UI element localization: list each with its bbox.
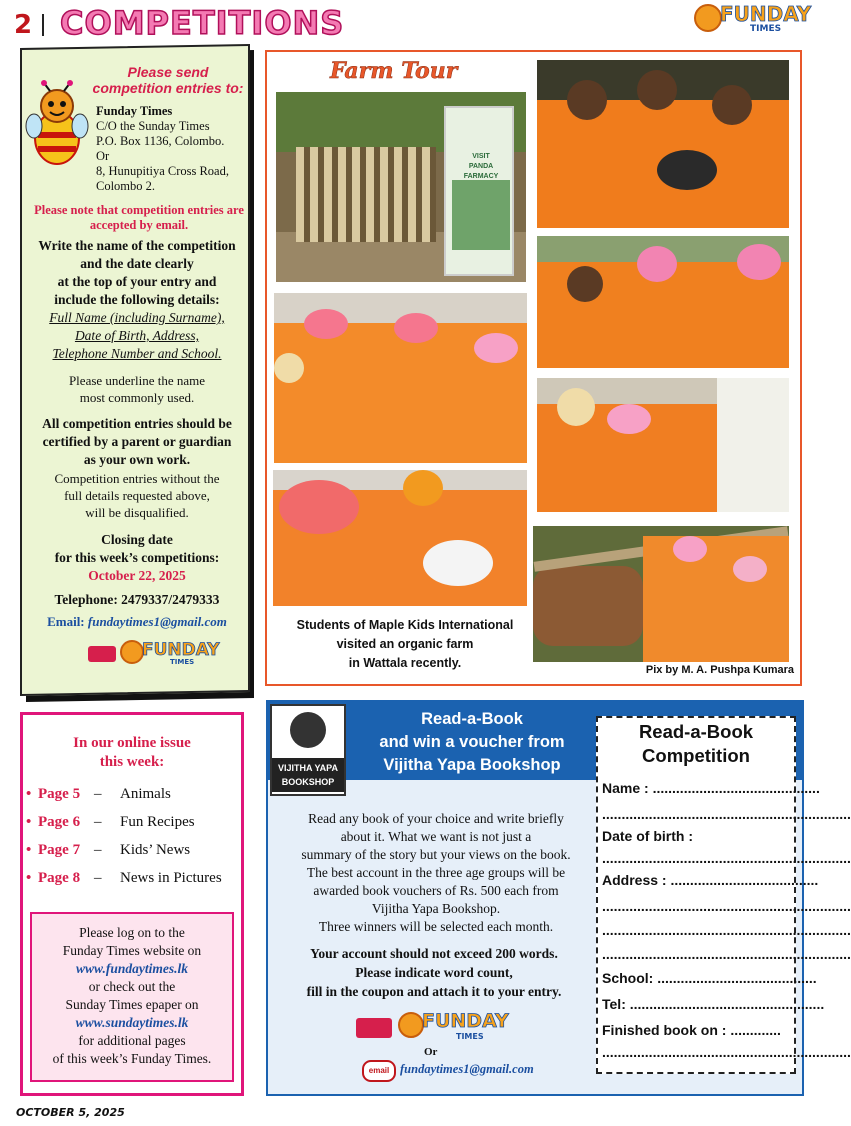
caption-line: in Wattala recently.	[348, 656, 462, 670]
or-text: Or	[424, 1046, 438, 1058]
instruction-line: Write the name of the competition	[38, 238, 236, 253]
funday-times-logo-mid	[356, 1010, 509, 1042]
closing-label: Closing date	[101, 532, 173, 547]
issue-date: OCTOBER 5, 2025	[16, 1106, 125, 1119]
heading-line: In our online issue	[73, 735, 191, 751]
note-line: full details requested above,	[64, 488, 210, 503]
closing-date-block	[22, 531, 252, 585]
list-item[interactable]	[26, 870, 246, 898]
title-line: Competition	[642, 745, 750, 766]
farm-gate-photo	[276, 92, 526, 282]
details-line: Date of Birth, Address,	[74, 328, 200, 343]
note-line: Competition entries without the	[54, 471, 220, 486]
coupon-tel-field[interactable]: Tel: ..................................................	[602, 996, 825, 1012]
funday-times-logo-small	[88, 640, 220, 666]
note-line: will be disqualified.	[85, 505, 189, 520]
photo-caption	[280, 616, 530, 673]
info-line: Please log on to the	[79, 925, 185, 940]
email-icon: email	[362, 1060, 396, 1082]
section-title: COMPETITIONS	[60, 4, 345, 42]
logo-brand: FUNDAY	[422, 1010, 509, 1032]
logo-brand: FUNDAY	[720, 2, 812, 26]
body-line: Read any book of your choice and write briefly	[308, 811, 564, 826]
coupon-title	[600, 720, 792, 768]
coupon-line[interactable]: ................................................................	[602, 946, 851, 962]
note-line: as your own work.	[83, 452, 191, 467]
page-number: 2	[14, 10, 33, 40]
logo-text	[272, 758, 344, 792]
closing-date: October 22, 2025	[88, 568, 186, 583]
page-topic: Fun Recipes	[120, 814, 195, 830]
email-link[interactable]: fundaytimes1@gmail.com	[87, 614, 227, 629]
bullet: •	[26, 870, 32, 886]
address-line: Or	[96, 149, 110, 163]
page-topic: News in Pictures	[120, 870, 222, 886]
page-topic: Kids’ News	[120, 842, 191, 858]
banner-line: PANDA FARMACY	[463, 163, 499, 180]
caption-line: visited an organic farm	[336, 637, 474, 651]
coupon-line[interactable]: ................................................................	[602, 922, 851, 938]
body-line: Three winners will be selected each month.	[318, 919, 554, 934]
list-item[interactable]	[26, 814, 246, 842]
note-line: most commonly used.	[79, 390, 195, 405]
read-a-book-heading	[352, 708, 592, 777]
heading-line: Read-a-Book	[421, 710, 523, 728]
dash: –	[94, 786, 102, 802]
kids-goat-photo	[537, 378, 789, 512]
logo-sub: TIMES	[170, 658, 195, 666]
info-line: Sunday Times epaper on	[65, 997, 199, 1012]
telephone: Telephone: 2479337/2479333	[54, 592, 220, 607]
kids-hats-photo	[274, 293, 527, 463]
instruction-line: and the date clearly	[80, 256, 194, 271]
address-line: C/O the Sunday Times	[96, 119, 210, 133]
page-ref: Page 8	[38, 870, 81, 886]
details-line: Full Name (including Surname),	[49, 310, 225, 325]
logo-sub: TIMES	[750, 24, 782, 34]
certified-note	[22, 415, 252, 469]
note-line: Please underline the name	[68, 373, 206, 388]
coupon-box	[596, 716, 851, 1074]
dash: –	[94, 870, 102, 886]
page-ref: Page 6	[38, 814, 81, 830]
website-info-text	[30, 924, 234, 1068]
coupon-line[interactable]: ................................................................	[602, 1044, 851, 1060]
bullet: •	[26, 786, 32, 802]
times-icon	[356, 1018, 392, 1038]
banner-text	[452, 152, 510, 182]
email-note: Please note that competition entries are accepted by email.	[34, 203, 244, 232]
coupon-finished-field[interactable]: Finished book on : .............	[602, 1022, 781, 1038]
rule-line: fill in the coupon and attach it to your entry.	[306, 984, 562, 999]
bullet: •	[26, 842, 32, 858]
bullet: •	[26, 814, 32, 830]
body-line: summary of the story but your views on the book.	[301, 847, 571, 862]
coupon-line[interactable]: ................................................................	[602, 898, 851, 914]
funday-times-logo	[694, 2, 812, 36]
logo-brand: FUNDAY	[142, 640, 220, 660]
caption-line: Students of Maple Kids International	[296, 618, 514, 632]
rule-line: Please indicate word count,	[355, 965, 513, 980]
coupon-dob-label: Date of birth :	[602, 828, 693, 844]
mascot-icon	[694, 4, 722, 32]
coupon-school-field[interactable]: School: .........................................	[602, 970, 817, 986]
bee-mascot-icon	[26, 82, 88, 168]
body-line: awarded book vouchers of Rs. 500 each from	[313, 883, 559, 898]
mascot-icon	[120, 640, 144, 664]
logo-line: BOOKSHOP	[281, 777, 335, 787]
postal-address	[96, 104, 248, 194]
note-line: certified by a parent or guardian	[42, 434, 232, 449]
heading-line: Vijitha Yapa Bookshop	[383, 756, 561, 774]
dash: –	[94, 842, 102, 858]
address-line: P.O. Box 1136, Colombo.	[96, 134, 225, 148]
logo-emblem-icon	[290, 712, 326, 748]
page-ref: Page 7	[38, 842, 81, 858]
rule-line: Your account should not exceed 200 words.	[310, 946, 558, 961]
info-line: Funday Times website on	[62, 943, 202, 958]
info-line: or check out the	[88, 979, 176, 994]
title-line: Read-a-Book	[638, 721, 754, 742]
kids-rabbit-photo	[273, 470, 527, 606]
details-line: Telephone Number and School.	[52, 346, 222, 361]
online-pages-list	[26, 786, 246, 898]
email-line	[22, 614, 252, 630]
email-label: Email:	[47, 614, 85, 629]
online-issue-heading	[20, 734, 244, 772]
farm-tour-title: Farm Tour	[330, 58, 458, 84]
closing-label: for this week’s competitions:	[54, 550, 220, 565]
kids-animal-photo-2	[537, 236, 789, 368]
kids-animal-photo-1	[537, 60, 789, 228]
body-line: Vijitha Yapa Bookshop.	[371, 901, 501, 916]
instruction-line: include the following details:	[54, 292, 220, 307]
coupon-dob-field[interactable]: ................................................................	[602, 850, 851, 866]
email-address[interactable]: fundaytimes1@gmail.com	[400, 1062, 534, 1076]
body-line: about it. What we want is not just a	[340, 829, 532, 844]
logo-line: VIJITHA YAPA	[277, 763, 339, 773]
dash: –	[94, 814, 102, 830]
page-ref: Page 5	[38, 786, 81, 802]
address-line: Colombo 2.	[96, 179, 156, 193]
disqualified-note	[22, 470, 252, 521]
vijitha-yapa-logo	[270, 704, 346, 796]
heading-line: and win a voucher from	[379, 733, 565, 751]
list-item[interactable]	[26, 842, 246, 870]
list-item[interactable]	[26, 786, 246, 814]
read-a-book-body	[280, 810, 592, 936]
address-line: 8, Hunupitiya Cross Road,	[96, 164, 229, 178]
email-contact[interactable]	[362, 1060, 562, 1082]
info-line: for additional pages	[78, 1033, 186, 1048]
read-a-book-rules	[272, 944, 596, 1001]
banner-line: VISIT	[472, 153, 490, 160]
send-heading: Please send competition entries to:	[92, 64, 244, 96]
logo-sub: TIMES	[456, 1032, 484, 1041]
sundaytimes-link[interactable]: www.sundaytimes.lk	[75, 1015, 189, 1030]
note-line: All competition entries should be	[42, 416, 232, 431]
body-line: The best account in the three age groups will be	[306, 865, 566, 880]
instruction-line: at the top of your entry and	[57, 274, 217, 289]
info-line: of this week’s Funday Times.	[52, 1051, 212, 1066]
fundaytimes-link[interactable]: www.fundaytimes.lk	[75, 961, 188, 976]
coupon-line[interactable]: ................................................................	[602, 806, 851, 822]
mascot-icon	[398, 1012, 424, 1038]
coupon-name-field[interactable]: Name : ...........................................	[602, 780, 820, 796]
divider	[42, 14, 44, 36]
underline-note	[22, 372, 252, 406]
page-topic: Animals	[120, 786, 171, 802]
address-line: Funday Times	[96, 104, 173, 118]
kids-cows-photo	[533, 526, 789, 662]
heading-line: this week:	[99, 754, 165, 770]
coupon-address-field[interactable]: Address : ......................................	[602, 872, 819, 888]
photo-credit: Pix by M. A. Pushpa Kumara	[645, 664, 794, 676]
times-icon	[88, 646, 116, 662]
write-instructions	[22, 237, 252, 363]
